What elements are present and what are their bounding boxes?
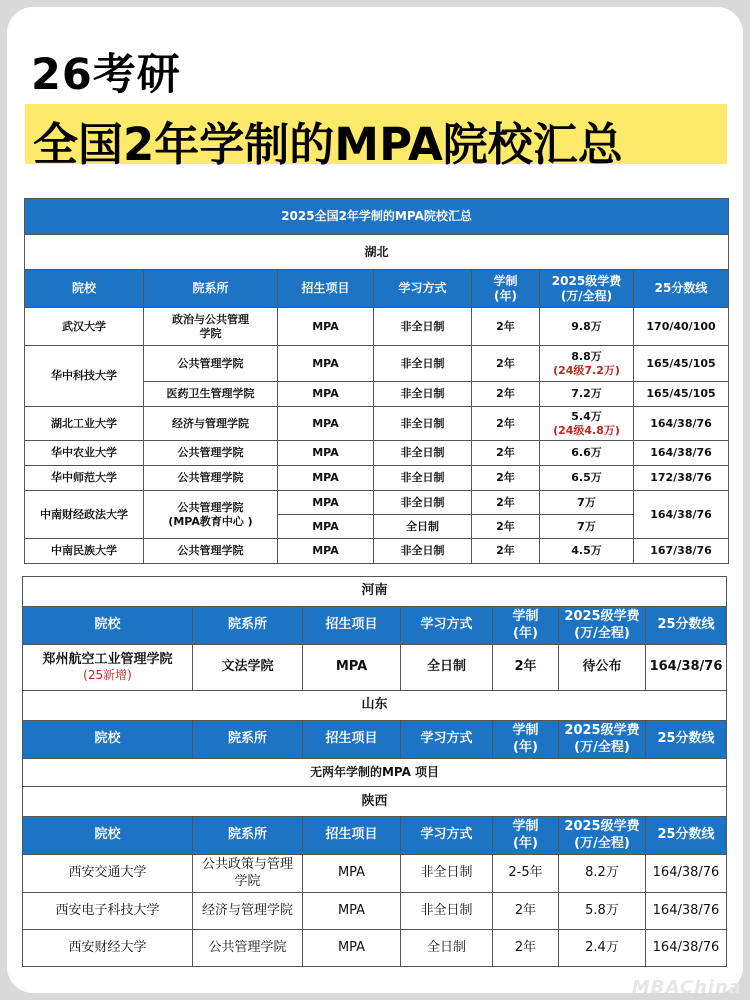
fee-note: (24级7.2万): [553, 363, 620, 377]
cell-dept: 公共管理学院: [193, 930, 303, 967]
cell-score: 164/38/76: [646, 645, 727, 691]
col-program: 招生项目: [303, 607, 401, 645]
table-row: [25, 539, 729, 564]
cell-score: 164/38/76: [646, 893, 727, 930]
col-score: 25分数线: [634, 270, 729, 308]
cell-school: [23, 645, 193, 691]
shandong-note: 无两年学制的MPA 项目: [23, 759, 727, 787]
cell-score: 164/38/76: [634, 407, 729, 441]
table-row: [25, 407, 729, 441]
col-years: 学制 (年): [493, 607, 559, 645]
cell-fee: 6.6万: [540, 441, 634, 466]
cell-mode: 非全日制: [374, 539, 472, 564]
cell-program: MPA: [303, 855, 401, 893]
col-mode: 学习方式: [401, 817, 493, 855]
table-row: [25, 491, 729, 515]
region-shaanxi: 陕西: [23, 787, 727, 819]
cell-years: 2年: [472, 382, 540, 407]
cell-fee: [540, 407, 634, 441]
col-mode: 学习方式: [374, 270, 472, 308]
cell-dept: 经济与管理学院: [144, 407, 278, 441]
col-years: 学制 (年): [493, 817, 559, 855]
cell-fee: 7.2万: [540, 382, 634, 407]
col-school: 院校: [23, 721, 193, 759]
cell-dept: 文法学院: [193, 645, 303, 691]
col-score: 25分数线: [646, 817, 727, 855]
col-years: 学制 (年): [493, 721, 559, 759]
cell-years: 2年: [472, 346, 540, 382]
cell-program: MPA: [303, 645, 401, 691]
cell-years: 2年: [472, 308, 540, 346]
cell-program: MPA: [278, 308, 374, 346]
cell-fee: [540, 346, 634, 382]
table-row: [23, 893, 727, 930]
cell-program: MPA: [278, 407, 374, 441]
col-school: 院校: [25, 270, 144, 308]
cell-mode: 全日制: [374, 515, 472, 539]
cell-score: 167/38/76: [634, 539, 729, 564]
col-dept: 院系所: [193, 817, 303, 855]
cell-school: 西安电子科技大学: [23, 893, 193, 930]
col-score: 25分数线: [646, 721, 727, 759]
cell-mode: 非全日制: [374, 382, 472, 407]
col-dept: 院系所: [144, 270, 278, 308]
cell-years: 2年: [472, 539, 540, 564]
col-fee: 2025级学费 (万/全程): [559, 721, 646, 759]
cell-mode: 全日制: [401, 645, 493, 691]
cell-dept: 公共管理学院: [144, 466, 278, 491]
cell-years: 2-5年: [493, 855, 559, 893]
col-score: 25分数线: [646, 607, 727, 645]
cell-dept: 经济与管理学院: [193, 893, 303, 930]
subtitle-highlight: [25, 104, 727, 171]
table-row: [25, 466, 729, 491]
col-fee: 2025级学费 (万/全程): [559, 817, 646, 855]
cell-program: MPA: [278, 382, 374, 407]
hubei-table: [24, 198, 729, 564]
fee-value: 5.4万: [571, 409, 602, 423]
cell-score: 172/38/76: [634, 466, 729, 491]
cell-dept: 政治与公共管理 学院: [144, 308, 278, 346]
region-shandong: 山东: [23, 691, 727, 721]
cell-school: 武汉大学: [25, 308, 144, 346]
cell-dept: 公共管理学院 (MPA教育中心 ): [144, 491, 278, 539]
fee-value: 8.8万: [571, 349, 602, 363]
table-row: [25, 441, 729, 466]
hubei-header-row: [25, 270, 729, 308]
cell-school: 华中农业大学: [25, 441, 144, 466]
school-name: 郑州航空工业管理学院: [42, 651, 173, 667]
cell-program: MPA: [278, 346, 374, 382]
cell-score: 164/38/76: [646, 930, 727, 967]
shandong-header-row: [23, 721, 727, 759]
table-row: [25, 308, 729, 346]
col-school: 院校: [23, 817, 193, 855]
cell-program: MPA: [278, 466, 374, 491]
table-row: [23, 930, 727, 967]
region-hubei: 湖北: [25, 235, 729, 270]
page-title: 26考研: [31, 50, 181, 100]
cell-mode: 非全日制: [374, 346, 472, 382]
col-dept: 院系所: [193, 721, 303, 759]
table-row: [23, 645, 727, 691]
col-school: 院校: [23, 607, 193, 645]
cell-fee: 7万: [540, 491, 634, 515]
col-program: 招生项目: [303, 721, 401, 759]
shaanxi-table: [22, 816, 727, 967]
cell-score: 165/45/105: [634, 346, 729, 382]
school-note: (25新增): [83, 668, 132, 683]
cell-school: 华中师范大学: [25, 466, 144, 491]
cell-dept: 公共管理学院: [144, 539, 278, 564]
cell-mode: 非全日制: [374, 441, 472, 466]
cell-years: 2年: [493, 893, 559, 930]
cell-school: 华中科技大学: [25, 346, 144, 407]
cell-dept: 公共管理学院: [144, 346, 278, 382]
cell-fee: 8.2万: [559, 855, 646, 893]
cell-mode: 非全日制: [374, 491, 472, 515]
cell-program: MPA: [278, 539, 374, 564]
shaanxi-header-row: [23, 817, 727, 855]
henan-shandong-table: [22, 576, 727, 819]
cell-school: 中南财经政法大学: [25, 491, 144, 539]
region-henan: 河南: [23, 577, 727, 607]
cell-score: 164/38/76: [646, 855, 727, 893]
col-dept: 院系所: [193, 607, 303, 645]
page-subtitle: 全国2年学制的MPA院校汇总: [33, 118, 623, 171]
cell-years: 2年: [472, 491, 540, 515]
henan-header-row: [23, 607, 727, 645]
cell-program: MPA: [278, 491, 374, 515]
table-title: 2025全国2年学制的MPA院校汇总: [25, 199, 729, 235]
cell-dept: 公共政策与管理 学院: [193, 855, 303, 893]
table-row: [25, 346, 729, 382]
cell-school: 湖北工业大学: [25, 407, 144, 441]
cell-years: 2年: [472, 441, 540, 466]
col-fee: 2025级学费 (万/全程): [559, 607, 646, 645]
cell-dept: 公共管理学院: [144, 441, 278, 466]
cell-years: 2年: [472, 466, 540, 491]
cell-years: 2年: [493, 645, 559, 691]
watermark: MBAChina: [631, 977, 742, 998]
cell-years: 2年: [472, 407, 540, 441]
col-years: 学制 (年): [472, 270, 540, 308]
cell-school: 西安交通大学: [23, 855, 193, 893]
table-row: [23, 855, 727, 893]
col-program: 招生项目: [303, 817, 401, 855]
cell-fee: 待公布: [559, 645, 646, 691]
cell-score: 164/38/76: [634, 441, 729, 466]
cell-years: 2年: [472, 515, 540, 539]
fee-note: (24级4.8万): [553, 423, 620, 437]
col-mode: 学习方式: [401, 721, 493, 759]
cell-program: MPA: [303, 930, 401, 967]
cell-years: 2年: [493, 930, 559, 967]
col-program: 招生项目: [278, 270, 374, 308]
cell-score: 165/45/105: [634, 382, 729, 407]
cell-mode: 非全日制: [374, 466, 472, 491]
cell-mode: 非全日制: [374, 308, 472, 346]
cell-program: MPA: [278, 515, 374, 539]
cell-fee: 6.5万: [540, 466, 634, 491]
cell-program: MPA: [303, 893, 401, 930]
cell-school: 中南民族大学: [25, 539, 144, 564]
cell-program: MPA: [278, 441, 374, 466]
cell-fee: 5.8万: [559, 893, 646, 930]
cell-mode: 非全日制: [374, 407, 472, 441]
cell-mode: 非全日制: [401, 893, 493, 930]
cell-mode: 全日制: [401, 930, 493, 967]
cell-fee: 4.5万: [540, 539, 634, 564]
cell-dept: 医药卫生管理学院: [144, 382, 278, 407]
col-fee: 2025级学费 (万/全程): [540, 270, 634, 308]
cell-fee: 2.4万: [559, 930, 646, 967]
cell-mode: 非全日制: [401, 855, 493, 893]
cell-score: 164/38/76: [634, 491, 729, 539]
col-mode: 学习方式: [401, 607, 493, 645]
cell-fee: 9.8万: [540, 308, 634, 346]
cell-score: 170/40/100: [634, 308, 729, 346]
cell-fee: 7万: [540, 515, 634, 539]
cell-school: 西安财经大学: [23, 930, 193, 967]
